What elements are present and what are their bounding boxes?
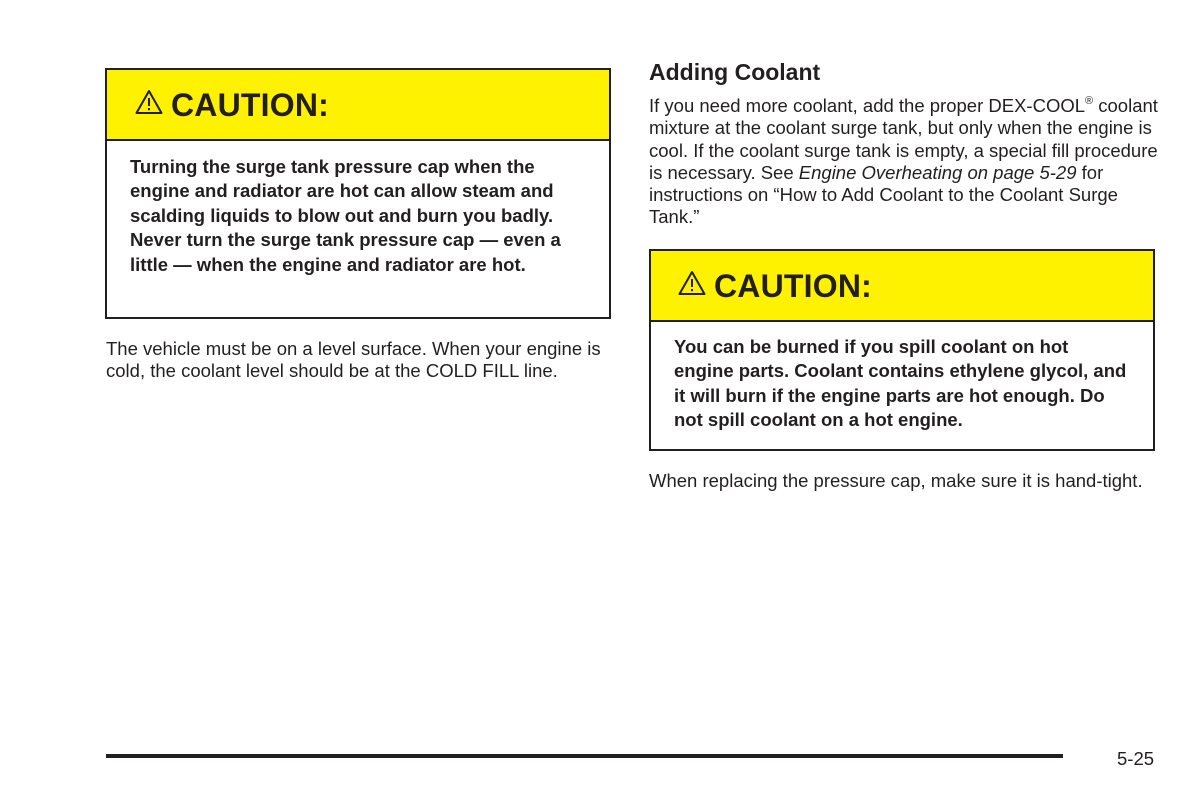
caution-header	[651, 251, 1153, 322]
adding-coolant-text-1: If you need more coolant, add the proper DEX-COOL	[649, 95, 1086, 116]
adding-coolant-paragraph	[649, 95, 1159, 229]
registered-trademark-mark: ®	[1085, 95, 1094, 107]
pressure-cap-paragraph: When replacing the pressure cap, make sure it is hand-tight.	[649, 470, 1143, 491]
caution-body-text: You can be burned if you spill coolant on hot engine parts. Coolant contains ethylene glycol, and it will burn if the engine parts are hot enough. Do not spill coolant on a hot engine.	[674, 336, 1127, 431]
caution-body-text: Turning the surge tank pressure cap when the engine and radiator are hot can allow steam and scalding liquids to blow out and burn you badly. Never turn the surge tank pressure cap — even a little — when the engine and radiator are hot.	[130, 156, 561, 275]
page-number: 5-25	[1117, 748, 1155, 769]
coolant-level-paragraph: The vehicle must be on a level surface. When your engine is cold, the coolant level should be at the COLD FILL line.	[106, 338, 601, 382]
engine-overheating-reference-link[interactable]: Engine Overheating on page 5-29	[798, 161, 1077, 183]
caution-title: CAUTION:	[171, 86, 330, 123]
caution-title: CAUTION:	[714, 267, 873, 304]
warning-triangle-icon	[135, 89, 163, 115]
adding-coolant-text-3: for instructions on “How to Add Coolant to the Coolant Surge Tank.”	[649, 161, 1118, 228]
caution-box-surge-tank	[105, 68, 611, 319]
warning-triangle-icon	[678, 270, 706, 296]
caution-box-coolant-spill	[649, 249, 1155, 451]
adding-coolant-text-2: coolant mixture at the coolant surge tank, but only when the engine is cool. If the coolant surge tank is empty, a special fill procedure is necessary. See	[649, 95, 1158, 183]
caution-header	[107, 70, 609, 141]
footer-rule	[106, 754, 1063, 758]
section-heading-adding-coolant: Adding Coolant	[649, 59, 821, 85]
